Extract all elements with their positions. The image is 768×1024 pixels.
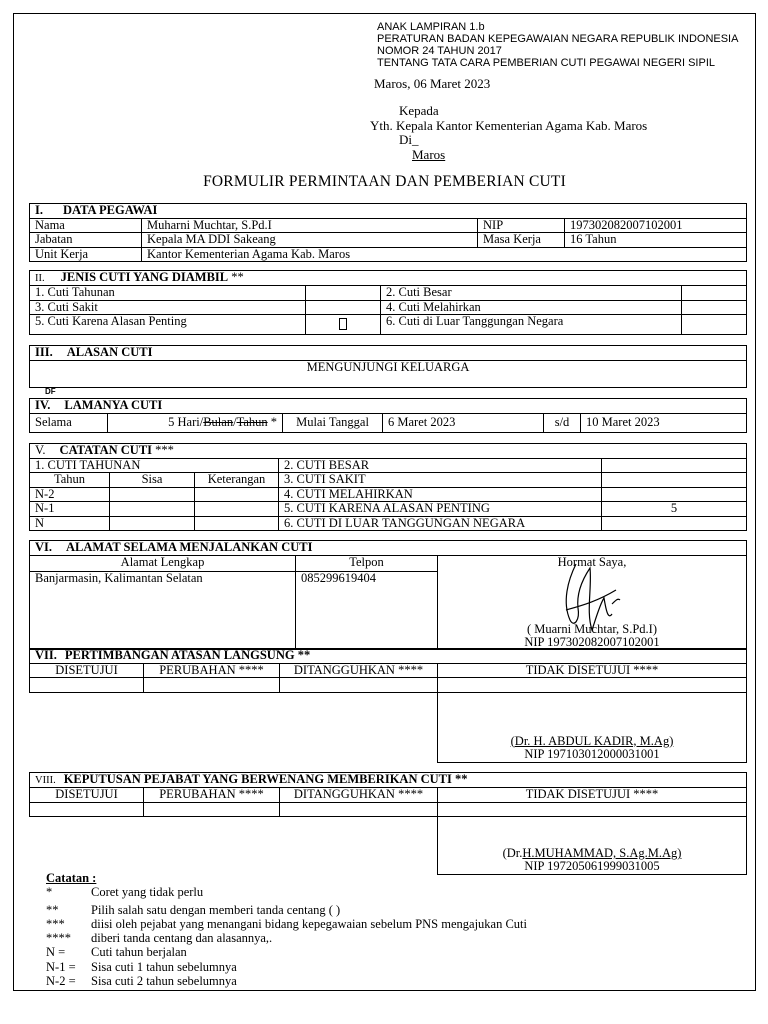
s8-official-nip: NIP 197205061999031005 [524, 859, 660, 873]
row-n2-label: N-2 [30, 487, 110, 502]
note-key: N-2 = [46, 974, 76, 989]
applicant-nip: NIP 197302082007102001 [524, 634, 660, 649]
applicant-name: ( Muarni Muchtar, S.Pd.I) [526, 621, 658, 636]
note-key: * [46, 885, 53, 900]
row-n1-ket[interactable] [195, 502, 279, 517]
col-tahun: Tahun [30, 473, 110, 488]
unit-kerja-label: Unit Kerja [30, 247, 142, 262]
regulation-header [377, 21, 738, 69]
duration-days: 5 Hari/ [168, 414, 204, 429]
cuti-alasan-penting-value[interactable]: 5 [602, 502, 747, 517]
nama-value[interactable]: Muharni Muchtar, S.Pd.I [142, 218, 478, 233]
hormat-saya: Hormat Saya, [557, 555, 627, 569]
checkbox-cuti-tahunan[interactable] [306, 286, 381, 301]
section-8-num: VIII. [35, 775, 56, 786]
checkbox-cuti-alasan-penting[interactable] [306, 315, 381, 335]
alamat-value[interactable]: Banjarmasin, Kalimantan Selatan [30, 571, 296, 649]
alasan-cuti-value[interactable]: MENGUNJUNGI KELUARGA [30, 360, 747, 387]
cuti-alasan-penting-label: 5. CUTI KARENA ALASAN PENTING [279, 502, 602, 517]
end-date-value[interactable]: 10 Maret 2023 [581, 413, 747, 432]
note-value: diberi tanda centang dan alasannya,. [91, 931, 273, 946]
section-8-header [30, 773, 747, 788]
sd-label: s/d [544, 413, 581, 432]
note-value: Coret yang tidak perlu [91, 885, 204, 900]
notes-block [46, 871, 527, 988]
note-key: ** [46, 902, 59, 917]
section-7-stars: ** [294, 648, 311, 662]
cuti-sakit-label: 3. CUTI SAKIT [279, 473, 602, 488]
s7-tidak-disetujui-box[interactable] [438, 678, 747, 693]
jabatan-label: Jabatan [30, 233, 142, 248]
note-row [46, 960, 527, 974]
section-4-header [30, 399, 747, 414]
s7-col-disetujui: DISETUJUI [30, 663, 144, 678]
section-8-stars: ** [451, 772, 468, 786]
section-4-title: LAMANYA CUTI [64, 398, 163, 412]
section-5-header [30, 444, 747, 459]
s8-col-disetujui: DISETUJUI [30, 788, 144, 803]
note-row [46, 931, 527, 945]
s8-tidak-disetujui-box[interactable] [438, 802, 747, 817]
option-cuti-melahirkan: 4. Cuti Melahirkan [381, 300, 682, 315]
s7-col-ditangguhkan: DITANGGUHKAN **** [280, 663, 438, 678]
header-line-4: TENTANG TATA CARA PEMBERIAN CUTI PEGAWAI NEGERI SIPIL [377, 57, 716, 69]
cuti-sakit-value[interactable] [602, 473, 747, 488]
recipient-address [370, 104, 647, 162]
start-date-value[interactable]: 6 Maret 2023 [383, 413, 544, 432]
section-3-num: III. [35, 345, 53, 359]
section-data-pegawai [29, 203, 747, 262]
note-key: **** [46, 931, 71, 946]
note-row [46, 917, 527, 931]
row-n1-label: N-1 [30, 502, 110, 517]
section-7-header [30, 649, 747, 664]
s7-ditangguhkan-box[interactable] [280, 678, 438, 693]
cuti-melahirkan-label: 4. CUTI MELAHIRKAN [279, 487, 602, 502]
nama-label: Nama [30, 218, 142, 233]
s7-approver-nip: NIP 197103012000031001 [524, 746, 660, 761]
note-key: N = [46, 945, 66, 960]
note-value: diisi oleh pejabat yang menangani bidang kepegawaian sebelum PNS mengajukan Cuti [91, 916, 528, 931]
section-3-header [30, 346, 747, 361]
note-key: N-1 = [46, 959, 76, 974]
address-yth: Yth. Kepala Kantor Kementerian Agama Kab. Maros [370, 117, 648, 133]
s7-empty [30, 692, 438, 762]
s8-empty [30, 817, 438, 875]
s7-approver-name: (Dr. H. ABDUL KADIR, M.Ag) [510, 733, 674, 748]
section-4-num: IV. [35, 398, 51, 412]
section-7-num: VII. [35, 648, 57, 662]
section-5-num: V. [35, 443, 46, 457]
header-line-2: PERATURAN BADAN KEPEGAWAIAN NEGARA REPUBLIK INDONESIA [377, 33, 739, 45]
jabatan-value[interactable]: Kepala MA DDI Sakeang [142, 233, 478, 248]
place-date: Maros, 06 Maret 2023 [374, 76, 491, 91]
duration-tahun: Tahun [236, 414, 268, 429]
section-7-title: PERTIMBANGAN ATASAN LANGSUNG [64, 648, 295, 662]
s7-signature-block [438, 692, 747, 762]
checkbox-cuti-melahirkan[interactable] [682, 300, 747, 315]
cuti-tahunan-label: 1. CUTI TAHUNAN [30, 458, 279, 473]
form-page [13, 13, 756, 991]
telpon-label: Telpon [296, 555, 438, 571]
duration-star: * [267, 414, 277, 429]
section-8-title: KEPUTUSAN PEJABAT YANG BERWENANG MEMBERIKAN CUTI [63, 772, 452, 786]
note-value: Pilih salah satu dengan memberi tanda centang ( ) [91, 902, 341, 917]
header-line-3: NOMOR 24 TAHUN 2017 [377, 45, 502, 57]
form-title: FORMULIR PERMINTAAN DAN PEMBERIAN CUTI [203, 173, 566, 190]
applicant-signature-icon [546, 560, 626, 636]
section-2-num: II. [35, 273, 45, 284]
s8-signature-block [438, 817, 747, 875]
duration-slash: / [233, 414, 237, 429]
s7-perubahan-box[interactable] [144, 678, 280, 693]
cuti-luar-tanggungan-value[interactable] [602, 516, 747, 531]
option-cuti-luar-tanggungan: 6. Cuti di Luar Tanggungan Negara [381, 315, 682, 335]
option-cuti-sakit: 3. Cuti Sakit [30, 300, 306, 315]
s7-col-perubahan: PERUBAHAN **** [144, 663, 280, 678]
telpon-value[interactable]: 085299619404 [296, 571, 438, 649]
section-lamanya-cuti [29, 398, 747, 433]
s8-disetujui-box[interactable] [30, 802, 144, 817]
s7-col-tidak-disetujui: TIDAK DISETUJUI **** [438, 663, 747, 678]
s8-col-perubahan: PERUBAHAN **** [144, 788, 280, 803]
note-row [46, 974, 527, 988]
section-3-title: ALASAN CUTI [66, 345, 153, 359]
checkbox-cuti-besar[interactable] [682, 286, 747, 301]
nip-value[interactable]: 197302082007102001 [565, 218, 747, 233]
option-cuti-besar: 2. Cuti Besar [381, 286, 682, 301]
note-value: Sisa cuti 2 tahun sebelumnya [91, 974, 237, 989]
row-n1-sisa[interactable] [110, 502, 195, 517]
section-2-stars: ** [228, 270, 244, 284]
nip-label: NIP [478, 218, 565, 233]
col-sisa: Sisa [110, 473, 195, 488]
note-value: Sisa cuti 1 tahun sebelumnya [91, 959, 237, 974]
checkbox-cuti-luar-tanggungan[interactable] [682, 315, 747, 335]
notes-title: Catatan : [46, 871, 97, 885]
address-city: Maros [412, 146, 446, 162]
section-1-header [30, 204, 747, 219]
row-n-sisa[interactable] [110, 516, 195, 531]
section-1-title: DATA PEGAWAI [63, 203, 158, 217]
row-n2-sisa[interactable] [110, 487, 195, 502]
section-1-num: I. [35, 203, 43, 217]
note-key: *** [46, 916, 65, 931]
note-row [46, 885, 527, 899]
section-2-header [30, 271, 747, 286]
section-keputusan [29, 772, 747, 875]
section-5-title: CATATAN CUTI [59, 443, 153, 457]
s8-name-prefix: (Dr. [502, 846, 523, 860]
s8-ditangguhkan-box[interactable] [280, 802, 438, 817]
s8-official-name: H.MUHAMMAD, S.Ag.M.Ag) [522, 846, 682, 860]
row-n-ket[interactable] [195, 516, 279, 531]
address-di: Di_ [399, 132, 419, 147]
section-5-stars: *** [152, 443, 174, 457]
cuti-luar-tanggungan-label: 6. CUTI DI LUAR TANGGUNGAN NEGARA [279, 516, 602, 531]
section-pertimbangan [29, 648, 747, 763]
selama-label: Selama [30, 413, 108, 432]
unit-kerja-value[interactable]: Kantor Kementerian Agama Kab. Maros [142, 247, 747, 262]
header-line-1: ANAK LAMPIRAN 1.b [377, 21, 485, 33]
mulai-tanggal-label: Mulai Tanggal [283, 413, 383, 432]
applicant-signature-block [438, 555, 747, 649]
section-alasan-cuti [29, 345, 747, 388]
cuti-besar-label: 2. CUTI BESAR [279, 458, 602, 473]
alamat-lengkap-label: Alamat Lengkap [30, 555, 296, 571]
stray-mark: DF [45, 387, 56, 396]
masa-kerja-label: Masa Kerja [478, 233, 565, 248]
section-6-header [30, 541, 747, 556]
section-6-num: VI. [35, 540, 53, 554]
cuti-besar-value[interactable] [602, 458, 747, 473]
address-to: Kepada [399, 103, 439, 118]
section-2-title: JENIS CUTI YANG DIAMBIL [60, 270, 229, 284]
section-catatan-cuti [29, 443, 747, 531]
col-keterangan: Keterangan [195, 473, 279, 488]
note-value: Cuti tahun berjalan [91, 945, 187, 960]
s8-col-ditangguhkan: DITANGGUHKAN **** [280, 788, 438, 803]
cuti-melahirkan-value[interactable] [602, 487, 747, 502]
section-jenis-cuti [29, 270, 747, 335]
duration-value[interactable] [108, 413, 283, 432]
section-alamat [29, 540, 747, 650]
note-row [46, 903, 527, 917]
check-mark-icon [339, 318, 347, 330]
s8-col-tidak-disetujui: TIDAK DISETUJUI **** [438, 788, 747, 803]
s8-perubahan-box[interactable] [144, 802, 280, 817]
row-n2-ket[interactable] [195, 487, 279, 502]
row-n-label: N [30, 516, 110, 531]
note-row [46, 945, 527, 959]
option-cuti-alasan-penting: 5. Cuti Karena Alasan Penting [30, 315, 306, 335]
s7-disetujui-box[interactable] [30, 678, 144, 693]
section-6-title: ALAMAT SELAMA MENJALANKAN CUTI [66, 540, 313, 554]
masa-kerja-value[interactable]: 16 Tahun [565, 233, 747, 248]
duration-bulan: Bulan [203, 414, 234, 429]
checkbox-cuti-sakit[interactable] [306, 300, 381, 315]
option-cuti-tahunan: 1. Cuti Tahunan [30, 286, 306, 301]
